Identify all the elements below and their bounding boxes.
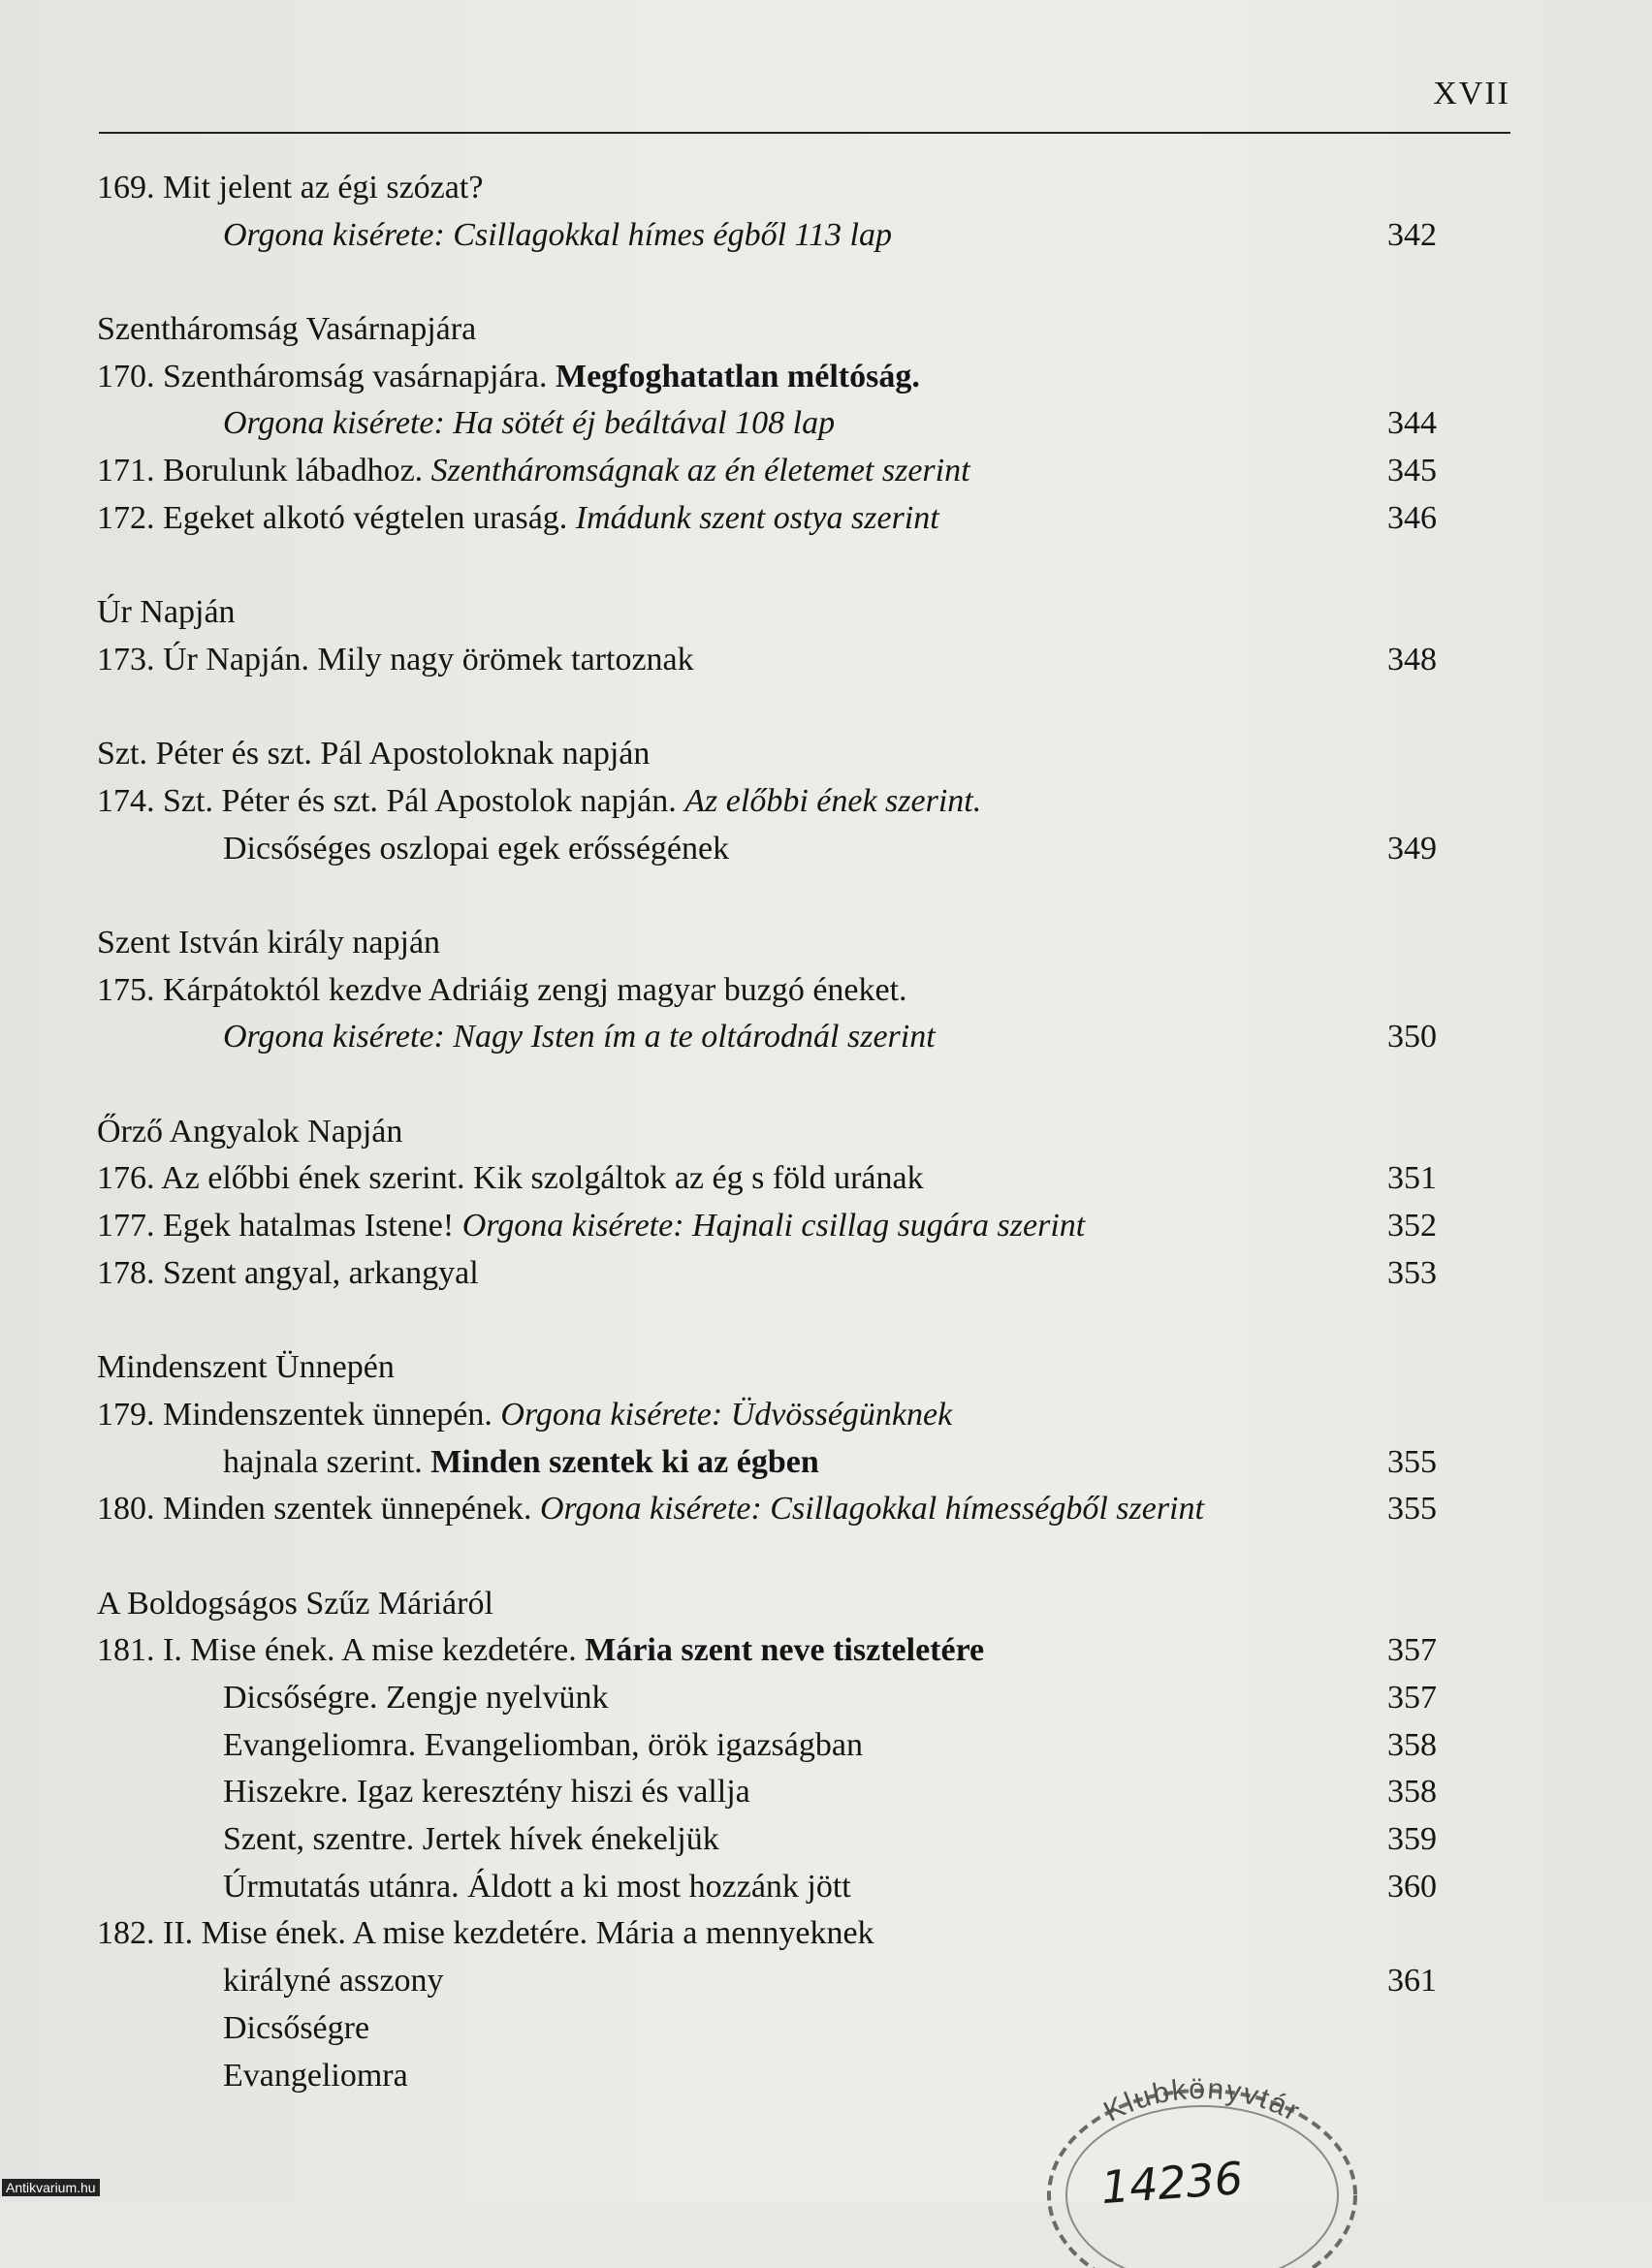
section-gap xyxy=(97,1298,1437,1345)
toc-text-run: Minden szentek ki az égben xyxy=(430,1443,819,1480)
toc-line-text xyxy=(223,1722,863,1770)
toc-line xyxy=(97,1722,1437,1770)
toc-text-run: Szent, szentre. Jertek hívek énekeljük xyxy=(223,1821,719,1858)
toc-page-number: 349 xyxy=(1387,830,1437,866)
toc-line-text xyxy=(97,1109,402,1156)
section-gap xyxy=(97,543,1437,590)
toc-page-number: 355 xyxy=(1387,1491,1437,1528)
toc-text-run: Az előbbi ének szerint. xyxy=(684,782,982,819)
toc-text-run: Orgona kisérete: Ha sötét éj beáltával 108 lap xyxy=(223,405,836,442)
toc-line xyxy=(97,1627,1437,1675)
toc-line xyxy=(97,1864,1437,1911)
toc-text-run: Szentháromságnak az én életemet szerint xyxy=(430,453,970,489)
toc-line-text xyxy=(97,1392,952,1439)
header-rule xyxy=(99,132,1510,134)
toc-text-run: Úr Napján xyxy=(97,594,236,631)
toc-line-text xyxy=(97,495,939,543)
toc-text-run: A Boldogságos Szűz Máriáról xyxy=(97,1585,493,1622)
toc-text-run: 178. Szent angyal, arkangyal xyxy=(97,1254,479,1291)
section-gap xyxy=(97,1061,1437,1109)
toc-page-number: 360 xyxy=(1387,1868,1437,1905)
toc-text-run: Hiszekre. Igaz keresztény hiszi és vallja xyxy=(223,1774,750,1811)
toc-line xyxy=(97,1581,1437,1628)
toc-page-number: 346 xyxy=(1387,499,1437,536)
toc-line xyxy=(97,212,1437,260)
toc-line-text xyxy=(97,306,476,354)
toc-line-text xyxy=(97,1250,479,1298)
toc-line-text xyxy=(223,1958,444,2005)
toc-line-text xyxy=(97,637,694,684)
toc-line-text xyxy=(97,1486,1204,1533)
toc-page-number: 351 xyxy=(1387,1160,1437,1197)
toc-line xyxy=(97,400,1437,448)
toc-line-text xyxy=(97,1627,984,1675)
toc-text-run: 176. Az előbbi ének szerint. Kik szolgáltok az ég s föld urának xyxy=(97,1160,924,1197)
toc-page-number: 342 xyxy=(1387,216,1437,253)
toc-page-number: 355 xyxy=(1387,1443,1437,1480)
toc-line-text xyxy=(223,1864,851,1911)
toc-text-run: 172. Egeket alkotó végtelen uraság. xyxy=(97,499,576,536)
toc-line xyxy=(97,354,1437,401)
section-gap xyxy=(97,684,1437,732)
toc-line xyxy=(97,495,1437,543)
toc-page-number: 359 xyxy=(1387,1821,1437,1858)
toc-line-text xyxy=(223,826,729,873)
toc-line-text xyxy=(97,354,920,401)
toc-line-text xyxy=(97,1910,874,1958)
toc-text-run: Úrmutatás utánra. Áldott a ki most hozzánk jött xyxy=(223,1868,851,1905)
toc-text-run: 179. Mindenszentek ünnepén. xyxy=(97,1396,501,1433)
stamp-number: 14236 xyxy=(1099,2152,1245,2215)
toc-line-text xyxy=(97,1203,1085,1250)
toc-line xyxy=(97,1250,1437,1298)
section-gap xyxy=(97,259,1437,306)
toc-line xyxy=(97,165,1437,212)
toc-text-run: Mária szent neve tiszteletére xyxy=(585,1632,985,1669)
toc-text-run: hajnala szerint. xyxy=(223,1443,431,1480)
toc-line xyxy=(97,826,1437,873)
toc-text-run: Imádunk szent ostya szerint xyxy=(575,499,939,536)
toc-page-number: 353 xyxy=(1387,1254,1437,1291)
toc-page-number: 350 xyxy=(1387,1019,1437,1055)
toc-text-run: Orgona kisérete: Üdvösségünknek xyxy=(500,1396,953,1433)
toc-line xyxy=(97,2005,1437,2053)
toc-line xyxy=(97,1958,1437,2005)
toc-text-run: Szentháromság Vasárnapjára xyxy=(97,311,477,348)
watermark: Antikvarium.hu xyxy=(2,2179,100,2196)
toc-text-run: Dicsőséges oszlopai egek erősségének xyxy=(223,830,730,866)
toc-line xyxy=(97,589,1437,637)
toc-line-text xyxy=(223,400,835,448)
toc-page-number: 344 xyxy=(1387,405,1437,442)
toc-line-text xyxy=(97,1155,924,1203)
toc-line-text xyxy=(97,1581,493,1628)
toc-line-text xyxy=(97,589,236,637)
toc-line-text xyxy=(223,1675,609,1722)
toc-line xyxy=(97,448,1437,495)
toc-text-run: Mindenszent Ünnepén xyxy=(97,1349,395,1386)
toc-text-run: Szt. Péter és szt. Pál Apostoloknak napján xyxy=(97,736,651,772)
toc-line xyxy=(97,1014,1437,1061)
toc-line-text xyxy=(97,731,650,778)
toc-line xyxy=(97,1439,1437,1487)
toc-line-text xyxy=(223,212,892,260)
toc-line xyxy=(97,1109,1437,1156)
toc-page-number: 348 xyxy=(1387,641,1437,677)
toc-text-run: 175. Kárpátoktól kezdve Adriáig zengj magyar buzgó éneket. xyxy=(97,971,907,1008)
section-gap xyxy=(97,1533,1437,1581)
toc-line-text xyxy=(223,1014,936,1061)
toc-line xyxy=(97,1203,1437,1250)
toc-line-text xyxy=(223,1816,719,1864)
toc-line xyxy=(97,1816,1437,1864)
toc-line-text xyxy=(223,2053,408,2100)
toc-line-text xyxy=(97,448,970,495)
toc-line xyxy=(97,1910,1437,1958)
page-number: XVII xyxy=(1433,76,1510,111)
toc-text-run: 174. Szt. Péter és szt. Pál Apostolok napján. xyxy=(97,782,685,819)
toc-line xyxy=(97,1675,1437,1722)
table-of-contents xyxy=(97,165,1437,2099)
toc-text-run: 173. Úr Napján. Mily nagy örömek tartoznak xyxy=(97,641,694,677)
toc-line-text xyxy=(97,778,981,826)
toc-text-run: Evangeliomra. Evangeliomban, örök igazságban xyxy=(223,1726,863,1763)
toc-text-run: Őrző Angyalok Napján xyxy=(97,1113,403,1150)
toc-text-run: 181. I. Mise ének. A mise kezdetére. xyxy=(97,1632,586,1669)
toc-text-run: 182. II. Mise ének. A mise kezdetére. Mária a mennyeknek xyxy=(97,1915,874,1952)
toc-page-number: 352 xyxy=(1387,1208,1437,1244)
toc-text-run: 180. Minden szentek ünnepének. xyxy=(97,1491,540,1528)
toc-text-run: 171. Borulunk lábadhoz. xyxy=(97,453,431,489)
toc-line-text xyxy=(97,967,907,1015)
toc-page-number: 357 xyxy=(1387,1680,1437,1716)
toc-text-run: 169. Mit jelent az égi szózat? xyxy=(97,170,484,205)
toc-text-run: Dicsőségre. Zengje nyelvünk xyxy=(223,1680,609,1716)
toc-page-number: 358 xyxy=(1387,1774,1437,1811)
toc-line xyxy=(97,306,1437,354)
toc-text-run: Megfoghatatlan méltóság. xyxy=(556,358,920,394)
toc-line xyxy=(97,920,1437,967)
toc-text-run: 177. Egek hatalmas Istene! xyxy=(97,1208,462,1244)
toc-line-text xyxy=(97,920,440,967)
toc-line-text xyxy=(97,165,483,212)
toc-line xyxy=(97,1155,1437,1203)
toc-text-run: 170. Szentháromság vasárnapjára. xyxy=(97,358,556,394)
toc-line-text xyxy=(97,1344,395,1392)
toc-page-number: 358 xyxy=(1387,1726,1437,1763)
stamp-top-text: Klubkönyvtár xyxy=(1098,2074,1307,2128)
toc-line xyxy=(97,1392,1437,1439)
toc-page-number: 361 xyxy=(1387,1963,1437,2000)
toc-line xyxy=(97,637,1437,684)
toc-text-run: Orgona kisérete: Csillagokkal hímes égből 113 lap xyxy=(223,216,892,253)
toc-text-run: Szent István király napján xyxy=(97,925,441,961)
toc-line-text xyxy=(223,1769,750,1816)
toc-page-number: 357 xyxy=(1387,1632,1437,1669)
toc-line xyxy=(97,1486,1437,1533)
toc-text-run: Dicsőségre xyxy=(223,2009,370,2046)
toc-line xyxy=(97,731,1437,778)
toc-text-run: királyné asszony xyxy=(223,1963,444,2000)
toc-text-run: Orgona kisérete: Hajnali csillag sugára szerint xyxy=(461,1208,1086,1244)
toc-text-run: Orgona kisérete: Csillagokkal hímességből szerint xyxy=(540,1491,1204,1528)
toc-page-number: 345 xyxy=(1387,453,1437,489)
toc-line-text xyxy=(223,1439,819,1487)
toc-text-run: Evangeliomra xyxy=(223,2057,408,2094)
toc-text-run: Orgona kisérete: Nagy Isten ím a te oltárodnál szerint xyxy=(223,1019,936,1055)
toc-line xyxy=(97,778,1437,826)
library-stamp xyxy=(1028,2074,1377,2268)
toc-line-text xyxy=(223,2005,369,2053)
toc-line xyxy=(97,1769,1437,1816)
toc-line xyxy=(97,967,1437,1015)
section-gap xyxy=(97,872,1437,920)
toc-line xyxy=(97,1344,1437,1392)
